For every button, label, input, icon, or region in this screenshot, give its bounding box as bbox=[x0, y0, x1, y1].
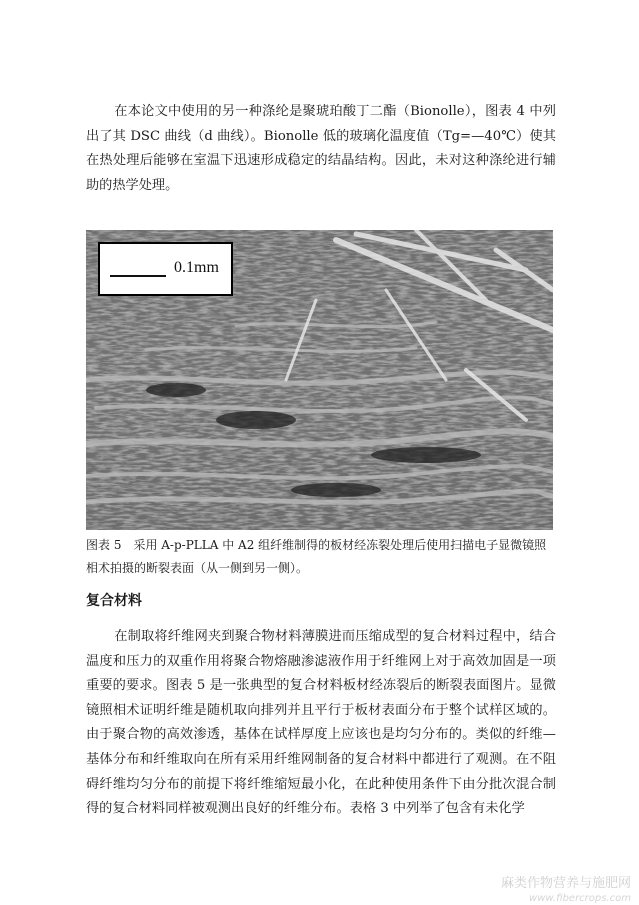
watermark-url: www.fibercrops.com bbox=[529, 893, 631, 904]
scale-bar bbox=[98, 242, 233, 296]
scale-bar-label: 0.1mm bbox=[174, 259, 219, 276]
watermark-text: 麻类作物营养与施肥网 bbox=[500, 876, 631, 891]
figure-caption: 图表 5 采用 A-p-PLLA 中 A2 组纤维制得的板材经冻裂处理后使用扫描电子显微镜照相术拍摄的断裂表面（从一侧到另一侧）。 bbox=[86, 538, 547, 575]
section-heading: 复合材料 bbox=[86, 593, 142, 609]
body-paragraph: 在制取将纤维网夹到聚合物材料薄膜进而压缩成型的复合材料过程中，结合温度和压力的双重作用将聚合物熔融渗滤液作用于纤维网上对于高效加固是一项重要的要求。图表 5 是一张典型的复合材料板材经冻裂后的断裂表面图片。显微镜照相术证明纤维是随机取向排列并且平行于板材表面分布于整个试样区域的。由于聚合物的高效渗透，基体在试样厚度上应该也是均匀分布的。类似的纤维—基体分布和纤维取向在所有采用纤维网制备的复合材料中都进行了观测。在不阻碍纤维均匀分布的前提下将纤维缩短最小化，在此种使用条件下由分批次混合制得的复合材料同样被观测出良好的纤维分布。表格 3 中列举了包含有未化学 bbox=[86, 629, 556, 817]
sem-micrograph bbox=[86, 230, 553, 530]
body-paragraph: 在本论文中使用的另一种涤纶是聚琥珀酸丁二酯（Bionolle），图表 4 中列出了其 DSC 曲线（d 曲线）。Bionolle 低的玻璃化温度值（Tg=—40℃）使其在热处理后能够在室温下迅速形成稳定的结晶结构。因此，未对这种涤纶进行辅助的热学处理。 bbox=[86, 104, 556, 193]
scale-bar-line bbox=[110, 275, 166, 277]
